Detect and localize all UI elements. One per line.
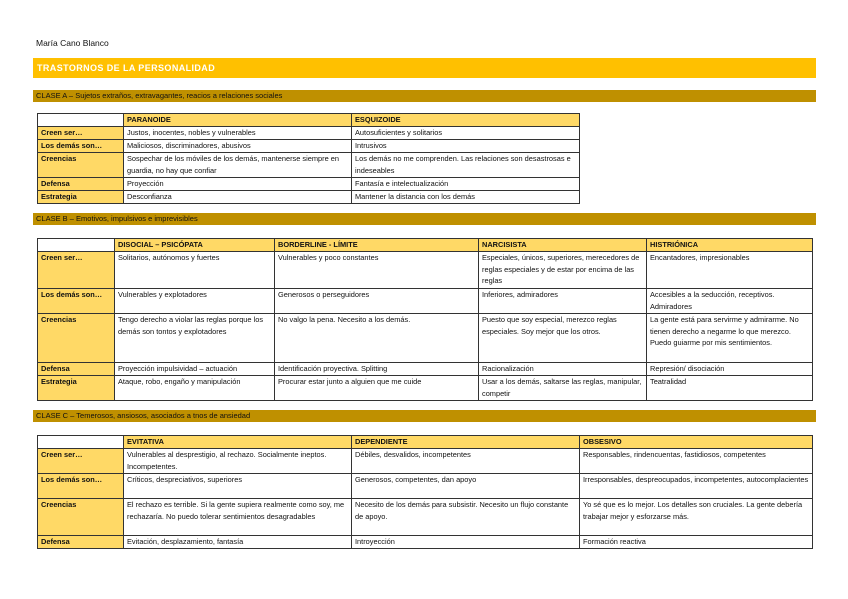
table-cell: Maliciosos, discriminadores, abusivos: [124, 140, 352, 153]
table-cell: Accesibles a la seducción, receptivos. Admiradores: [647, 289, 813, 314]
author-name: María Cano Blanco: [36, 38, 109, 48]
table-cell: Críticos, despreciativos, superiores: [124, 474, 352, 499]
row-label-creencias: Creencias: [38, 153, 124, 178]
table-cell: Proyección: [124, 178, 352, 191]
table-cell: Tengo derecho a violar las reglas porque los demás son tontos y explotadores: [115, 314, 275, 363]
page-title: TRASTORNOS DE LA PERSONALIDAD: [33, 58, 816, 78]
row-label-creen-ser: Creen ser…: [38, 252, 115, 289]
row-label-estrategia: Estrategia: [38, 191, 124, 204]
table-cell: Procurar estar junto a alguien que me cuide: [275, 376, 479, 401]
table-cell: Generosos, competentes, dan apoyo: [352, 474, 580, 499]
table-cell: Desconfianza: [124, 191, 352, 204]
table-cell: Racionalización: [479, 363, 647, 376]
header-disocial: DISOCIAL – PSICÓPATA: [115, 239, 275, 252]
class-a-heading: CLASE A – Sujetos extraños, extravagantes, reacios a relaciones sociales: [33, 90, 816, 102]
header-histrionica: HISTRIÓNICA: [647, 239, 813, 252]
header-paranoide: PARANOIDE: [124, 114, 352, 127]
table-cell: Responsables, rindencuentas, fastidiosos, competentes: [580, 449, 813, 474]
header-borderline: BORDERLINE - LÍMITE: [275, 239, 479, 252]
table-cell: Teatralidad: [647, 376, 813, 401]
class-a-table: [37, 113, 580, 204]
header-blank: [38, 436, 124, 449]
table-cell: Irresponsables, despreocupados, incompetentes, autocomplacientes: [580, 474, 813, 499]
header-narcisista: NARCISISTA: [479, 239, 647, 252]
table-cell: Autosuficientes y solitarios: [352, 127, 580, 140]
table-cell: Yo sé que es lo mejor. Los detalles son cruciales. La gente debería trabajar mejor y esforzarse más.: [580, 499, 813, 536]
class-b-heading: CLASE B – Emotivos, impulsivos e imprevisibles: [33, 213, 816, 225]
row-label-los-demas-son: Los demás son…: [38, 289, 115, 314]
table-cell: Proyección impulsividad – actuación: [115, 363, 275, 376]
table-cell: Vulnerables al desprestigio, al rechazo. Socialmente ineptos. Incompetentes.: [124, 449, 352, 474]
table-cell: Puesto que soy especial, merezco reglas especiales. Soy mejor que los otros.: [479, 314, 647, 363]
table-cell: Usar a los demás, saltarse las reglas, manipular, competir: [479, 376, 647, 401]
table-cell: Vulnerables y explotadores: [115, 289, 275, 314]
header-blank: [38, 239, 115, 252]
header-esquizoide: ESQUIZOIDE: [352, 114, 580, 127]
class-c-table: [37, 435, 813, 549]
table-cell: Vulnerables y poco constantes: [275, 252, 479, 289]
row-label-creencias: Creencias: [38, 499, 124, 536]
row-label-defensa: Defensa: [38, 536, 124, 549]
row-label-creen-ser: Creen ser…: [38, 449, 124, 474]
table-cell: Especiales, únicos, superiores, merecedores de reglas especiales y de estar por encima de las reglas: [479, 252, 647, 289]
header-obsesivo: OBSESIVO: [580, 436, 813, 449]
table-cell: No valgo la pena. Necesito a los demás.: [275, 314, 479, 363]
header-evitativa: EVITATIVA: [124, 436, 352, 449]
table-cell: Solitarios, autónomos y fuertes: [115, 252, 275, 289]
table-cell: Justos, inocentes, nobles y vulnerables: [124, 127, 352, 140]
row-label-defensa: Defensa: [38, 178, 124, 191]
class-b-table: [37, 238, 813, 401]
table-cell: Represión/ disociación: [647, 363, 813, 376]
table-cell: Mantener la distancia con los demás: [352, 191, 580, 204]
table-cell: Fantasía e intelectualización: [352, 178, 580, 191]
table-cell: Encantadores, impresionables: [647, 252, 813, 289]
row-label-creen-ser: Creen ser…: [38, 127, 124, 140]
row-label-estrategia: Estrategia: [38, 376, 115, 401]
header-blank: [38, 114, 124, 127]
table-cell: La gente está para servirme y admirarme. No tienen derecho a negarme lo que merezco. Puedo guiarme por mis sentimientos.: [647, 314, 813, 363]
table-cell: Inferiores, admiradores: [479, 289, 647, 314]
table-cell: Identificación proyectiva. Splitting: [275, 363, 479, 376]
row-label-los-demas-son: Los demás son…: [38, 474, 124, 499]
table-cell: Intrusivos: [352, 140, 580, 153]
row-label-creencias: Creencias: [38, 314, 115, 363]
table-cell: Formación reactiva: [580, 536, 813, 549]
table-cell: El rechazo es terrible. Si la gente supiera realmente como soy, me rechazaría. No puedo tolerar sentimientos desagradables: [124, 499, 352, 536]
table-cell: Sospechar de los móviles de los demás, mantenerse siempre en guardia, no hay que confiar: [124, 153, 352, 178]
row-label-defensa: Defensa: [38, 363, 115, 376]
table-cell: Débiles, desvalidos, incompetentes: [352, 449, 580, 474]
row-label-los-demas-son: Los demás son…: [38, 140, 124, 153]
table-cell: Ataque, robo, engaño y manipulación: [115, 376, 275, 401]
table-cell: Generosos o perseguidores: [275, 289, 479, 314]
table-cell: Introyección: [352, 536, 580, 549]
header-dependiente: DEPENDIENTE: [352, 436, 580, 449]
table-cell: Necesito de los demás para subsistir. Necesito un flujo constante de apoyo.: [352, 499, 580, 536]
class-c-heading: CLASE C – Temerosos, ansiosos, asociados a tnos de ansiedad: [33, 410, 816, 422]
table-cell: Evitación, desplazamiento, fantasía: [124, 536, 352, 549]
table-cell: Los demás no me comprenden. Las relaciones son desastrosas e indeseables: [352, 153, 580, 178]
